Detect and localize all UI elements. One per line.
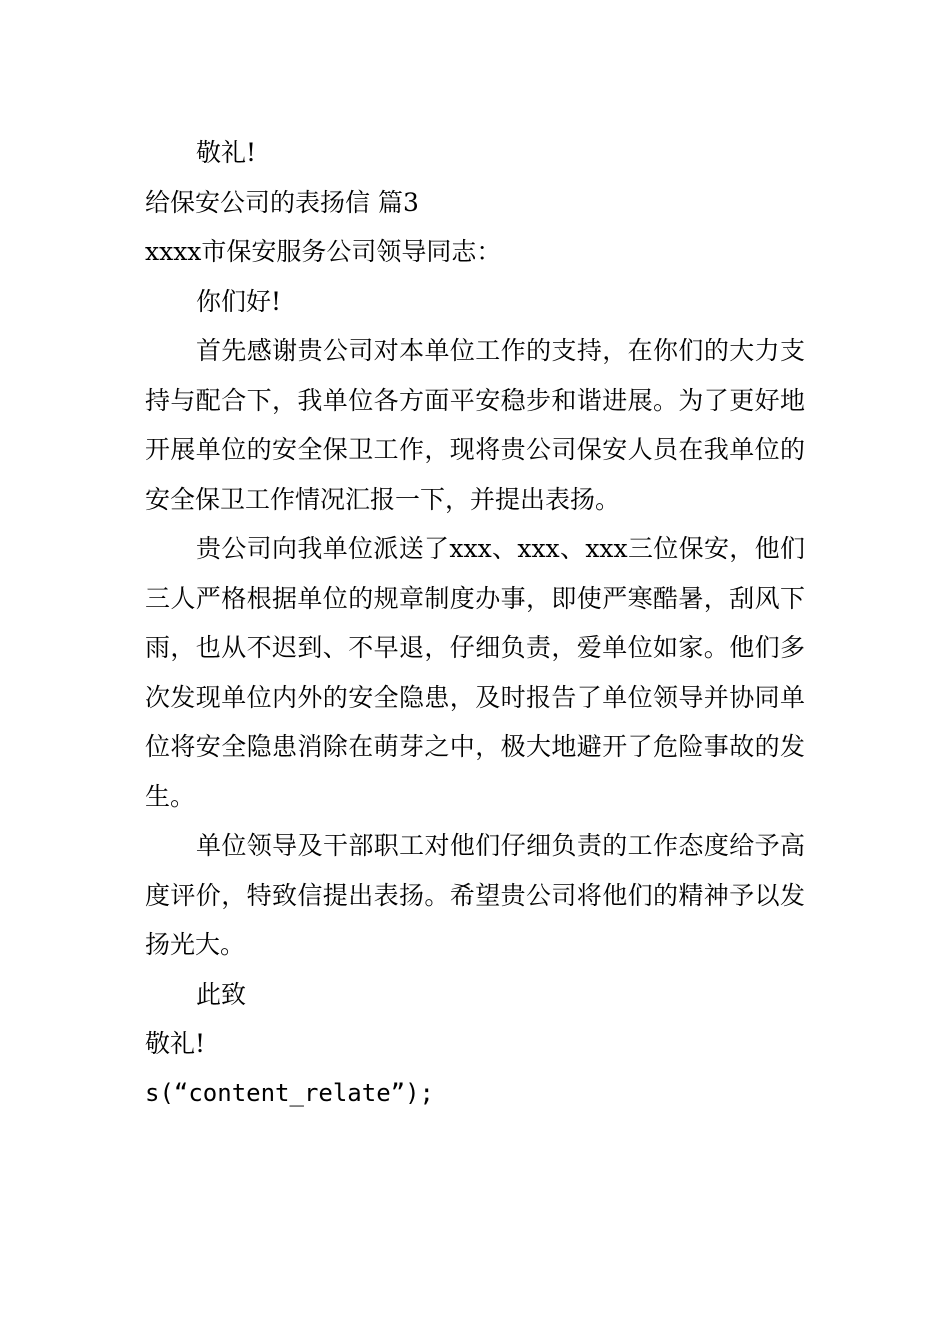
greeting: 你们好! <box>196 286 282 316</box>
closing-top: 敬礼! <box>196 138 257 167</box>
document-body <box>145 128 805 1118</box>
salutation: xxxx市保安服务公司领导同志： <box>145 237 502 266</box>
paragraph-thanks: 首先感谢贵公司对本单位工作的支持，在你们的大力支持与配合下，我单位各方面平安稳步和谐进展。为了更好地开展单位的安全保卫工作，现将贵公司保安人员在我单位的安全保卫工作情况汇报一下，并提出表扬。 <box>145 336 805 514</box>
letter-heading: 给保安公司的表扬信 篇3 <box>145 187 419 217</box>
paragraph-guards: 贵公司向我单位派送了xxx、xxx、xxx三位保安，他们三人严格根据单位的规章制度办事，即使严寒酷暑，刮风下雨，也从不迟到、不早退，仔细负责，爱单位如家。他们多次发现单位内外的安全隐患，及时报告了单位领导并协同单位将安全隐患消除在萌芽之中，极大地避开了危险事故的发生。 <box>145 534 805 811</box>
code-line: s(“content_relate”); <box>145 1078 434 1107</box>
sign-off: 此致 <box>196 979 247 1009</box>
paragraph-praise: 单位领导及干部职工对他们仔细负责的工作态度给予高度评价，特致信提出表扬。希望贵公司将他们的精神予以发扬光大。 <box>145 831 805 959</box>
closing: 敬礼! <box>145 1029 206 1058</box>
